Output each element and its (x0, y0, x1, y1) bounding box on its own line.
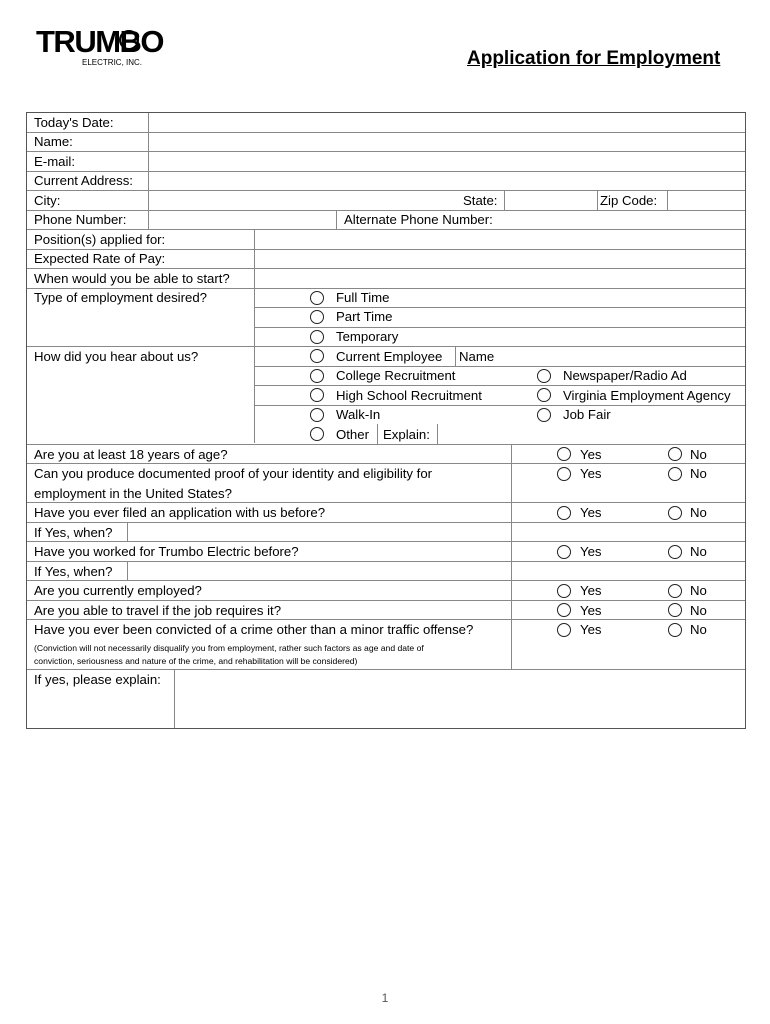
todays-date-label: Today's Date: (34, 115, 114, 130)
convicted-no-radio[interactable] (668, 623, 682, 637)
filed-before-yes-label: Yes (580, 505, 602, 520)
worked-before-yes-label: Yes (580, 544, 602, 559)
currently-employed-question: Are you currently employed? (34, 583, 202, 598)
conviction-note-line1: (Conviction will not necessarily disqualify you from employment, rather such factors as age and date of (34, 643, 424, 653)
positions-label: Position(s) applied for: (34, 232, 166, 247)
currently-employed-yes-label: Yes (580, 583, 602, 598)
logo-wordmark: TRUMBO (36, 24, 164, 59)
full-time-label: Full Time (336, 290, 390, 305)
proof-no-radio[interactable] (668, 467, 682, 481)
filed-before-no-radio[interactable] (668, 506, 682, 520)
expected-rate-label: Expected Rate of Pay: (34, 251, 166, 266)
currently-employed-yes-radio[interactable] (557, 584, 571, 598)
age-question: Are you at least 18 years of age? (34, 447, 228, 462)
convicted-no-label: No (690, 622, 707, 637)
explain-conviction-label: If yes, please explain: (34, 672, 161, 687)
page-title: Application for Employment (467, 48, 721, 69)
logo-emblem-icon (119, 30, 139, 50)
current-employee-radio[interactable] (310, 349, 324, 363)
job-fair-label: Job Fair (563, 407, 611, 422)
other-label: Other (336, 427, 369, 442)
convicted-yes-label: Yes (580, 622, 602, 637)
logo-subtitle: ELECTRIC, INC. (82, 58, 143, 67)
application-form (26, 112, 746, 729)
worked-when-label: If Yes, when? (34, 564, 113, 579)
city-label: City: (34, 193, 61, 208)
filed-before-yes-radio[interactable] (557, 506, 571, 520)
high-school-recruitment-radio[interactable] (310, 388, 324, 402)
age-no-radio[interactable] (668, 447, 682, 461)
zip-code-label: Zip Code: (600, 193, 658, 208)
current-employee-label: Current Employee (336, 349, 443, 364)
travel-yes-label: Yes (580, 603, 602, 618)
proof-yes-label: Yes (580, 466, 602, 481)
college-recruitment-label: College Recruitment (336, 368, 456, 383)
page-number: 1 (381, 991, 389, 1005)
other-radio[interactable] (310, 427, 324, 441)
walk-in-label: Walk-In (336, 407, 381, 422)
state-label: State: (463, 193, 498, 208)
walk-in-radio[interactable] (310, 408, 324, 422)
part-time-radio[interactable] (310, 310, 324, 324)
convicted-yes-radio[interactable] (557, 623, 571, 637)
travel-no-radio[interactable] (668, 603, 682, 617)
explain-label: Explain: (383, 427, 430, 442)
filed-before-no-label: No (690, 505, 707, 520)
proof-question-line2: employment in the United States? (34, 486, 232, 501)
proof-yes-radio[interactable] (557, 467, 571, 481)
proof-question-line1: Can you produce documented proof of your identity and eligibility for (34, 466, 433, 481)
age-no-label: No (690, 447, 707, 462)
alternate-phone-label: Alternate Phone Number: (344, 212, 493, 227)
travel-question: Are you able to travel if the job requires it? (34, 603, 282, 618)
filed-before-question: Have you ever filed an application with us before? (34, 505, 326, 520)
conviction-note-line2: conviction, seriousness and nature of the crime, and rehabilitation will be considered) (34, 656, 358, 666)
high-school-recruitment-label: High School Recruitment (336, 388, 482, 403)
worked-before-no-label: No (690, 544, 707, 559)
worked-before-question: Have you worked for Trumbo Electric before? (34, 544, 299, 559)
age-yes-radio[interactable] (557, 447, 571, 461)
temporary-radio[interactable] (310, 330, 324, 344)
convicted-question: Have you ever been convicted of a crime other than a minor traffic offense? (34, 622, 474, 637)
full-time-radio[interactable] (310, 291, 324, 305)
newspaper-radio-ad-label: Newspaper/Radio Ad (563, 368, 687, 383)
virginia-employment-agency-radio[interactable] (537, 388, 551, 402)
referral-question: How did you hear about us? (34, 349, 199, 364)
temporary-label: Temporary (336, 329, 399, 344)
start-when-label: When would you be able to start? (34, 271, 230, 286)
filed-when-label: If Yes, when? (34, 525, 113, 540)
travel-no-label: No (690, 603, 707, 618)
job-fair-radio[interactable] (537, 408, 551, 422)
virginia-employment-agency-label: Virginia Employment Agency (563, 388, 731, 403)
college-recruitment-radio[interactable] (310, 369, 324, 383)
company-logo (36, 24, 164, 70)
email-label: E-mail: (34, 154, 76, 169)
currently-employed-no-label: No (690, 583, 707, 598)
part-time-label: Part Time (336, 309, 393, 324)
age-yes-label: Yes (580, 447, 602, 462)
employment-type-question: Type of employment desired? (34, 290, 207, 305)
travel-yes-radio[interactable] (557, 603, 571, 617)
worked-before-yes-radio[interactable] (557, 545, 571, 559)
employee-name-label: Name (459, 349, 495, 364)
currently-employed-no-radio[interactable] (668, 584, 682, 598)
current-address-label: Current Address: (34, 173, 133, 188)
proof-no-label: No (690, 466, 707, 481)
worked-before-no-radio[interactable] (668, 545, 682, 559)
newspaper-radio-ad-radio[interactable] (537, 369, 551, 383)
phone-number-label: Phone Number: (34, 212, 127, 227)
name-label: Name: (34, 134, 73, 149)
